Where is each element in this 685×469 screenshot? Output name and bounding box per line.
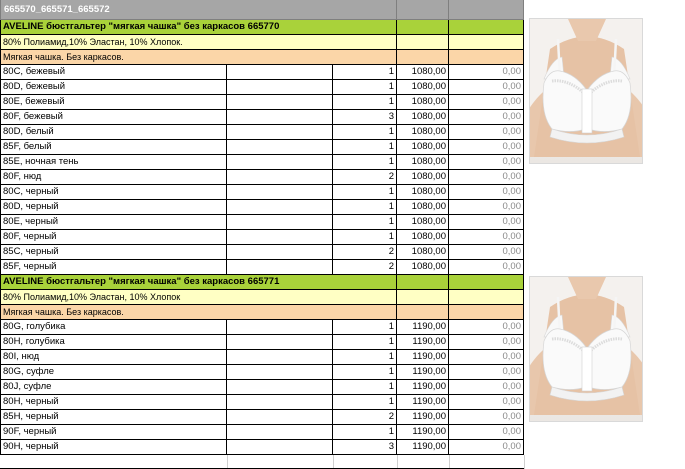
price-cell[interactable]: 1190,00 bbox=[397, 335, 449, 350]
size-color-cell[interactable]: 80G, голубика bbox=[0, 320, 227, 335]
total-cell[interactable]: 0,00 bbox=[449, 200, 524, 215]
empty-cell[interactable] bbox=[227, 320, 333, 335]
empty-cell[interactable] bbox=[227, 260, 333, 275]
price-cell[interactable]: 1080,00 bbox=[397, 125, 449, 140]
product-cell[interactable] bbox=[397, 20, 449, 35]
total-cell[interactable]: 0,00 bbox=[449, 350, 524, 365]
total-cell[interactable]: 0,00 bbox=[449, 140, 524, 155]
quantity-cell[interactable]: 1 bbox=[333, 80, 397, 95]
size-color-cell[interactable]: 80F, нюд bbox=[0, 170, 227, 185]
composition-cell[interactable] bbox=[449, 290, 524, 305]
total-cell[interactable]: 0,00 bbox=[449, 230, 524, 245]
total-cell[interactable]: 0,00 bbox=[449, 125, 524, 140]
total-cell[interactable]: 0,00 bbox=[449, 245, 524, 260]
empty-cell[interactable] bbox=[227, 230, 333, 245]
empty-cell[interactable] bbox=[227, 380, 333, 395]
price-cell[interactable]: 1080,00 bbox=[397, 245, 449, 260]
empty-cell[interactable] bbox=[227, 200, 333, 215]
price-cell[interactable]: 1190,00 bbox=[397, 410, 449, 425]
gridline bbox=[524, 455, 525, 469]
size-color-cell[interactable]: 80G, суфле bbox=[0, 365, 227, 380]
total-cell[interactable]: 0,00 bbox=[449, 185, 524, 200]
empty-cell[interactable] bbox=[227, 365, 333, 380]
price-cell[interactable]: 1190,00 bbox=[397, 425, 449, 440]
product-cell[interactable] bbox=[449, 275, 524, 290]
note-cell[interactable] bbox=[449, 305, 524, 320]
empty-cell[interactable] bbox=[227, 425, 333, 440]
empty-cell[interactable] bbox=[227, 215, 333, 230]
price-cell[interactable]: 1080,00 bbox=[397, 95, 449, 110]
price-cell[interactable]: 1080,00 bbox=[397, 215, 449, 230]
total-cell[interactable]: 0,00 bbox=[449, 260, 524, 275]
size-color-cell[interactable]: 80D, бежевый bbox=[0, 80, 227, 95]
size-color-cell[interactable]: 80E, бежевый bbox=[0, 95, 227, 110]
size-color-cell[interactable]: 85C, черный bbox=[0, 245, 227, 260]
header-cell[interactable] bbox=[397, 0, 449, 20]
quantity-cell[interactable]: 2 bbox=[333, 410, 397, 425]
price-cell[interactable]: 1080,00 bbox=[397, 185, 449, 200]
product-cell[interactable] bbox=[449, 20, 524, 35]
size-color-cell[interactable]: 80F, черный bbox=[0, 230, 227, 245]
quantity-cell[interactable]: 1 bbox=[333, 155, 397, 170]
note-cell[interactable] bbox=[397, 50, 449, 65]
total-cell[interactable]: 0,00 bbox=[449, 380, 524, 395]
quantity-cell[interactable]: 1 bbox=[333, 320, 397, 335]
quantity-cell[interactable]: 1 bbox=[333, 65, 397, 80]
total-cell[interactable]: 0,00 bbox=[449, 80, 524, 95]
total-cell[interactable]: 0,00 bbox=[449, 155, 524, 170]
size-color-cell[interactable]: 80C, черный bbox=[0, 185, 227, 200]
product-title[interactable]: AVELINE бюстгальтер "мягкая чашка" без каркасов 665771 bbox=[0, 275, 397, 290]
price-cell[interactable]: 1080,00 bbox=[397, 80, 449, 95]
price-cell[interactable]: 1080,00 bbox=[397, 170, 449, 185]
empty-cell[interactable] bbox=[227, 125, 333, 140]
size-color-cell[interactable]: 85F, черный bbox=[0, 260, 227, 275]
price-cell[interactable]: 1190,00 bbox=[397, 395, 449, 410]
empty-cell[interactable] bbox=[227, 350, 333, 365]
empty-cell[interactable] bbox=[227, 110, 333, 125]
total-cell[interactable]: 0,00 bbox=[449, 215, 524, 230]
total-cell[interactable]: 0,00 bbox=[449, 395, 524, 410]
note-cell[interactable] bbox=[397, 305, 449, 320]
empty-cell[interactable] bbox=[227, 335, 333, 350]
total-cell[interactable]: 0,00 bbox=[449, 440, 524, 455]
quantity-cell[interactable]: 1 bbox=[333, 185, 397, 200]
gridline bbox=[449, 455, 450, 469]
quantity-cell[interactable]: 1 bbox=[333, 395, 397, 410]
quantity-cell[interactable]: 3 bbox=[333, 110, 397, 125]
quantity-cell[interactable]: 1 bbox=[333, 230, 397, 245]
empty-cell[interactable] bbox=[227, 140, 333, 155]
price-cell[interactable]: 1080,00 bbox=[397, 230, 449, 245]
price-cell[interactable]: 1190,00 bbox=[397, 320, 449, 335]
empty-cell[interactable] bbox=[227, 185, 333, 200]
quantity-cell[interactable]: 1 bbox=[333, 425, 397, 440]
price-cell[interactable]: 1080,00 bbox=[397, 110, 449, 125]
size-color-cell[interactable]: 80H, черный bbox=[0, 395, 227, 410]
quantity-cell[interactable]: 1 bbox=[333, 335, 397, 350]
quantity-cell[interactable]: 2 bbox=[333, 260, 397, 275]
quantity-cell[interactable]: 3 bbox=[333, 440, 397, 455]
quantity-cell[interactable]: 1 bbox=[333, 365, 397, 380]
size-color-cell[interactable]: 80E, черный bbox=[0, 215, 227, 230]
size-color-cell[interactable]: 80C, бежевый bbox=[0, 65, 227, 80]
quantity-cell[interactable]: 1 bbox=[333, 350, 397, 365]
total-cell[interactable]: 0,00 bbox=[449, 170, 524, 185]
header-cell[interactable] bbox=[449, 0, 524, 20]
product-photo-icon bbox=[529, 18, 643, 164]
composition-text[interactable]: 80% Полиамид,10% Эластан, 10% Хлопок. bbox=[0, 35, 397, 50]
total-cell[interactable]: 0,00 bbox=[449, 65, 524, 80]
empty-cell[interactable] bbox=[227, 80, 333, 95]
gridline bbox=[227, 455, 228, 469]
size-color-cell[interactable]: 80I, нюд bbox=[0, 350, 227, 365]
empty-cell[interactable] bbox=[227, 95, 333, 110]
size-color-cell[interactable]: 85H, черный bbox=[0, 410, 227, 425]
note-text[interactable]: Мягкая чашка. Без каркасов. bbox=[0, 50, 397, 65]
size-color-cell[interactable]: 80J, суфле bbox=[0, 380, 227, 395]
quantity-cell[interactable]: 1 bbox=[333, 200, 397, 215]
total-cell[interactable]: 0,00 bbox=[449, 320, 524, 335]
price-cell[interactable]: 1080,00 bbox=[397, 260, 449, 275]
price-cell[interactable]: 1190,00 bbox=[397, 350, 449, 365]
quantity-cell[interactable]: 1 bbox=[333, 215, 397, 230]
gridline bbox=[397, 455, 398, 469]
quantity-cell[interactable]: 1 bbox=[333, 380, 397, 395]
total-cell[interactable]: 0,00 bbox=[449, 110, 524, 125]
empty-cell[interactable] bbox=[227, 155, 333, 170]
size-color-cell[interactable]: 80F, бежевый bbox=[0, 110, 227, 125]
total-cell[interactable]: 0,00 bbox=[449, 425, 524, 440]
empty-cell[interactable] bbox=[227, 395, 333, 410]
header-cell[interactable] bbox=[333, 0, 397, 20]
composition-cell[interactable] bbox=[449, 35, 524, 50]
size-color-cell[interactable]: 90H, черный bbox=[0, 440, 227, 455]
quantity-cell[interactable]: 1 bbox=[333, 95, 397, 110]
composition-cell[interactable] bbox=[397, 35, 449, 50]
size-color-cell[interactable]: 85E, ночная тень bbox=[0, 155, 227, 170]
size-color-cell[interactable]: 80D, белый bbox=[0, 125, 227, 140]
price-cell[interactable]: 1080,00 bbox=[397, 140, 449, 155]
product-cell[interactable] bbox=[397, 275, 449, 290]
total-cell[interactable]: 0,00 bbox=[449, 365, 524, 380]
size-color-cell[interactable]: 85F, белый bbox=[0, 140, 227, 155]
price-cell[interactable]: 1190,00 bbox=[397, 380, 449, 395]
empty-cell[interactable] bbox=[227, 440, 333, 455]
size-color-cell[interactable]: 80H, голубика bbox=[0, 335, 227, 350]
total-cell[interactable]: 0,00 bbox=[449, 95, 524, 110]
price-cell[interactable]: 1080,00 bbox=[397, 155, 449, 170]
note-text[interactable]: Мягкая чашка. Без каркасов. bbox=[0, 305, 397, 320]
product-title[interactable]: AVELINE бюстгальтер "мягкая чашка" без каркасов 665770 bbox=[0, 20, 397, 35]
quantity-cell[interactable]: 2 bbox=[333, 170, 397, 185]
price-cell[interactable]: 1080,00 bbox=[397, 200, 449, 215]
quantity-cell[interactable]: 1 bbox=[333, 125, 397, 140]
price-cell[interactable]: 1190,00 bbox=[397, 365, 449, 380]
size-color-cell[interactable]: 90F, черный bbox=[0, 425, 227, 440]
empty-cell[interactable] bbox=[227, 65, 333, 80]
empty-cell[interactable] bbox=[227, 170, 333, 185]
total-cell[interactable]: 0,00 bbox=[449, 335, 524, 350]
note-cell[interactable] bbox=[449, 50, 524, 65]
size-color-cell[interactable]: 80D, черный bbox=[0, 200, 227, 215]
price-cell[interactable]: 1190,00 bbox=[397, 440, 449, 455]
header-title[interactable]: 665570_665571_665572 bbox=[0, 0, 397, 20]
product-photo-icon bbox=[529, 276, 643, 422]
total-cell[interactable]: 0,00 bbox=[449, 410, 524, 425]
composition-text[interactable]: 80% Полиамид,10% Эластан, 10% Хлопок bbox=[0, 290, 397, 305]
quantity-cell[interactable]: 2 bbox=[333, 245, 397, 260]
empty-cell[interactable] bbox=[227, 245, 333, 260]
price-cell[interactable]: 1080,00 bbox=[397, 65, 449, 80]
empty-cell[interactable] bbox=[227, 410, 333, 425]
composition-cell[interactable] bbox=[397, 290, 449, 305]
quantity-cell[interactable]: 1 bbox=[333, 140, 397, 155]
gridline bbox=[333, 455, 334, 469]
